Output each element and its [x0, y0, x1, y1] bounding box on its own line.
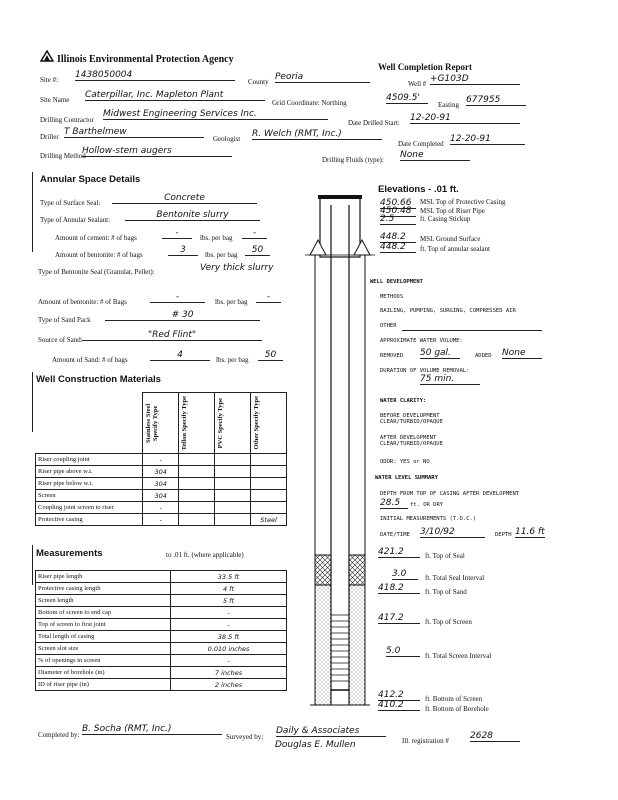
reg-value: 2628 — [470, 731, 520, 742]
table-row: Bottom of screen to end cap - — [36, 607, 287, 619]
cement-lbs-label: lbs. per bag — [200, 234, 233, 242]
table-row: ID of riser pipe (in) 2 inches — [36, 679, 287, 691]
top-riser-label: MSL Top of Riser Pipe — [420, 207, 485, 215]
fluids-value: None — [400, 150, 470, 161]
contractor-label: Drilling Contractor — [40, 116, 94, 124]
sand-pack-label: Type of Sand Pack — [38, 316, 91, 324]
depth-label: DEPTH FROM TOP OF CASING AFTER DEVELOPMENT — [380, 491, 520, 497]
grid-label: Grid Coordinate: Northing — [272, 99, 347, 107]
top-prot-casing-value: 450.66 — [380, 198, 416, 209]
left-bracket — [32, 172, 37, 252]
col-header: Stainless Steel Specify Type — [145, 403, 160, 443]
ground-label: MSL Ground Surface — [420, 235, 481, 243]
depth-top-sand-label: ft. Top of Sand — [425, 588, 467, 596]
col-header: PVC Specify Type — [217, 397, 225, 449]
well-diagram — [305, 185, 375, 715]
depth-bottom-borehole-label: ft. Bottom of Borehole — [425, 705, 489, 713]
table-row: Screen slot size 0.010 inches — [36, 643, 287, 655]
method-label: Drilling Method — [40, 152, 86, 160]
ground-value: 448.2 — [380, 232, 416, 243]
site-no-label: Site #: — [40, 76, 59, 84]
agency-logo — [40, 50, 54, 62]
other-label: OTHER — [380, 323, 397, 329]
bent-seal-lbs-label: lbs. per bag — [215, 298, 248, 306]
site-name-label: Site Name — [40, 96, 70, 104]
bent-seal-bags: - — [150, 292, 205, 303]
measurements-table — [35, 570, 287, 691]
contractor-value: Midwest Engineering Services Inc. — [103, 109, 328, 120]
sand-source-value: "Red Flint" — [82, 330, 262, 341]
table-row: Riser coupling joint - — [36, 454, 287, 466]
table-row: Riser pipe above w.t. 304 — [36, 466, 287, 478]
wl-title: WATER LEVEL SUMMARY — [375, 475, 438, 481]
bentonite-bags: 3 — [168, 245, 198, 256]
cement-bags: - — [162, 228, 192, 239]
cement-label: Amount of cement: # of bags — [55, 234, 137, 242]
well-value: +G103D — [430, 74, 520, 85]
sand-lbs: 50 — [258, 350, 283, 361]
clarity-label: WATER CLARITY: — [380, 398, 427, 404]
table-row: Total length of casing 38.5 ft — [36, 631, 287, 643]
county-value: Peoria — [275, 72, 370, 83]
materials-title: Well Construction Materials — [36, 374, 161, 385]
site-name-value: Caterpillar, Inc. Mapleton Plant — [85, 90, 265, 101]
col-header: Other Specify Type — [253, 396, 261, 450]
seal-type-value: Very thick slurry — [200, 263, 274, 273]
well-label: Well # — [408, 80, 427, 88]
depth-seal-interval-label: ft. Total Seal Interval — [425, 574, 485, 582]
table-row: Protective casing length 4 ft — [36, 583, 287, 595]
depth-screen-interval-value: 5.0 — [386, 646, 420, 657]
driller-value: T Barthelmew — [64, 127, 204, 138]
date-started-label: Date Drilled Start: — [348, 119, 400, 127]
removed-label: REMOVED — [380, 353, 404, 359]
depth-unit: ft. OR DRY — [410, 502, 444, 508]
fluids-label: Drilling Fluids (type): — [322, 156, 384, 164]
sand-amount-label: Amount of Sand: # of bags — [52, 356, 128, 364]
table-row: Protective casing - Steel — [36, 514, 287, 526]
completed-label: Completed by: — [38, 731, 80, 739]
duration-value: 75 min. — [420, 374, 480, 385]
added-label: ADDED — [475, 353, 492, 359]
elevations-title: Elevations - .01 ft. — [378, 184, 459, 195]
measurements-title: Measurements — [36, 548, 103, 559]
bentonite-lbs-label: lbs. per bag — [205, 251, 238, 259]
easting-label: Easting — [438, 101, 459, 109]
depth-top-seal-value: 421.2 — [378, 547, 420, 558]
surveyor-signature: Douglas E. Mullen — [275, 740, 356, 750]
surveyed-value: Daily & Associates — [276, 726, 386, 737]
materials-table — [35, 392, 287, 526]
surveyed-label: Surveyed by: — [226, 733, 264, 741]
initial-label: INITIAL MEASUREMENTS (T.O.C.) — [380, 516, 477, 522]
development-title: WELL DEVELOPMENT — [370, 279, 423, 285]
sand-bags: 4 — [150, 350, 210, 361]
table-row: Top of screen to first joint - — [36, 619, 287, 631]
geologist-label: Geologist — [213, 135, 241, 143]
driller-label: Driller — [40, 133, 59, 141]
stickup-value: 2.5 — [380, 214, 416, 225]
county-label: County — [248, 78, 269, 86]
sand-source-label: Source of Sand: — [38, 336, 83, 344]
reg-label: Ill. registration # — [402, 737, 449, 745]
before-label: BEFORE DEVELOPMENT CLEAR/TURBID/OPAQUE — [380, 413, 443, 425]
easting-value: 677955 — [466, 95, 526, 106]
depth-top-screen-label: ft. Top of Screen — [425, 618, 472, 626]
seal-type-label: Type of Bentonite Seal (Granular, Pellet): — [38, 268, 155, 276]
report-title: Well Completion Report — [378, 62, 472, 72]
completed-value: B. Socha (RMT, Inc.) — [82, 724, 222, 735]
annular-top-value: 448.2 — [380, 242, 416, 253]
site-no-value: 1438050004 — [75, 70, 235, 81]
sand-lbs-label: lbs. per bag — [216, 356, 249, 364]
depth-screen-interval-label: ft. Total Screen Interval — [425, 652, 492, 660]
depth-top-seal-label: ft. Top of Seal — [425, 552, 465, 560]
table-row: Diameter of borehole (in) 7 inches — [36, 667, 287, 679]
method-value: Hollow-stem augers — [82, 146, 232, 157]
depth2-value: 11.6 ft — [515, 527, 545, 537]
depth-value: 28.5 — [380, 498, 408, 509]
depth-top-sand-value: 418.2 — [378, 583, 420, 594]
depth-bottom-borehole-value: 410.2 — [378, 700, 420, 711]
top-prot-casing-label: MSL Top of Protective Casing — [420, 198, 506, 206]
date-completed-label: Date Completed — [398, 140, 444, 148]
after-label: AFTER DEVELOPMENT CLEAR/TURBID/OPAQUE — [380, 435, 443, 447]
added-value: None — [502, 348, 542, 359]
depth-bottom-screen-label: ft. Bottom of Screen — [425, 695, 483, 703]
bent-seal-label: Amount of bentonite: # of Bags — [38, 298, 127, 306]
datetime-value: 3/10/92 — [420, 527, 485, 538]
bent-seal-lbs: - — [256, 292, 281, 303]
duration-label: DURATION OF VOLUME REMOVAL: — [380, 368, 470, 374]
top-riser-value: 450.48 — [380, 206, 416, 217]
depth-top-screen-value: 417.2 — [378, 613, 420, 624]
volume-label: APPROXIMATE WATER VOLUME: — [380, 338, 463, 344]
stickup-label: ft. Casing Stickup — [420, 215, 471, 223]
measurements-note: to .01 ft. (where applicable) — [166, 551, 244, 559]
northing-value: 4509.5' — [386, 93, 428, 104]
methods-label: METHODS — [380, 294, 404, 300]
surface-seal-label: Type of Surface Seal: — [40, 199, 101, 207]
cement-lbs: - — [242, 228, 267, 239]
annular-sealant-value: Bentonite slurry — [125, 210, 260, 221]
date-completed-value: 12-20-91 — [450, 134, 525, 145]
annular-top-label: ft. Top of annular sealant — [420, 245, 490, 253]
table-row: Screen length 5 ft — [36, 595, 287, 607]
odor-label: ODOR: YES or NO — [380, 459, 430, 465]
bentonite-lbs: 50 — [245, 245, 270, 256]
depth-seal-interval-value: 3.0 — [392, 569, 418, 580]
agency-name: Illinois Environmental Protection Agency — [57, 54, 234, 65]
methods-value: BAILING, PUMPING, SURGING, COMPRESSED AIR — [380, 308, 516, 314]
annular-title: Annular Space Details — [40, 174, 141, 185]
table-row: Screen 304 — [36, 490, 287, 502]
datetime-label: DATE/TIME — [380, 532, 410, 538]
table-row: Riser pipe below w.t. 304 — [36, 478, 287, 490]
table-row: Coupling joint screen to riser - — [36, 502, 287, 514]
removed-value: 50 gal. — [420, 348, 460, 359]
surface-seal-value: Concrete — [112, 193, 257, 204]
geologist-value: R. Welch (RMT, Inc.) — [252, 129, 382, 140]
other-line — [402, 330, 542, 331]
bentonite-label: Amount of bentonite: # of bags — [55, 251, 143, 259]
table-row: % of openings in screen - — [36, 655, 287, 667]
depth2-label: DEPTH — [495, 532, 512, 538]
sand-pack-value: # 30 — [105, 310, 260, 321]
date-started-value: 12-20-91 — [410, 113, 520, 124]
annular-sealant-label: Type of Annular Sealant: — [40, 216, 111, 224]
col-header: Teflon Specify Type — [181, 395, 189, 451]
depth-bottom-screen-value: 412.2 — [378, 690, 420, 701]
table-row: Riser pipe length 33.5 ft — [36, 571, 287, 583]
